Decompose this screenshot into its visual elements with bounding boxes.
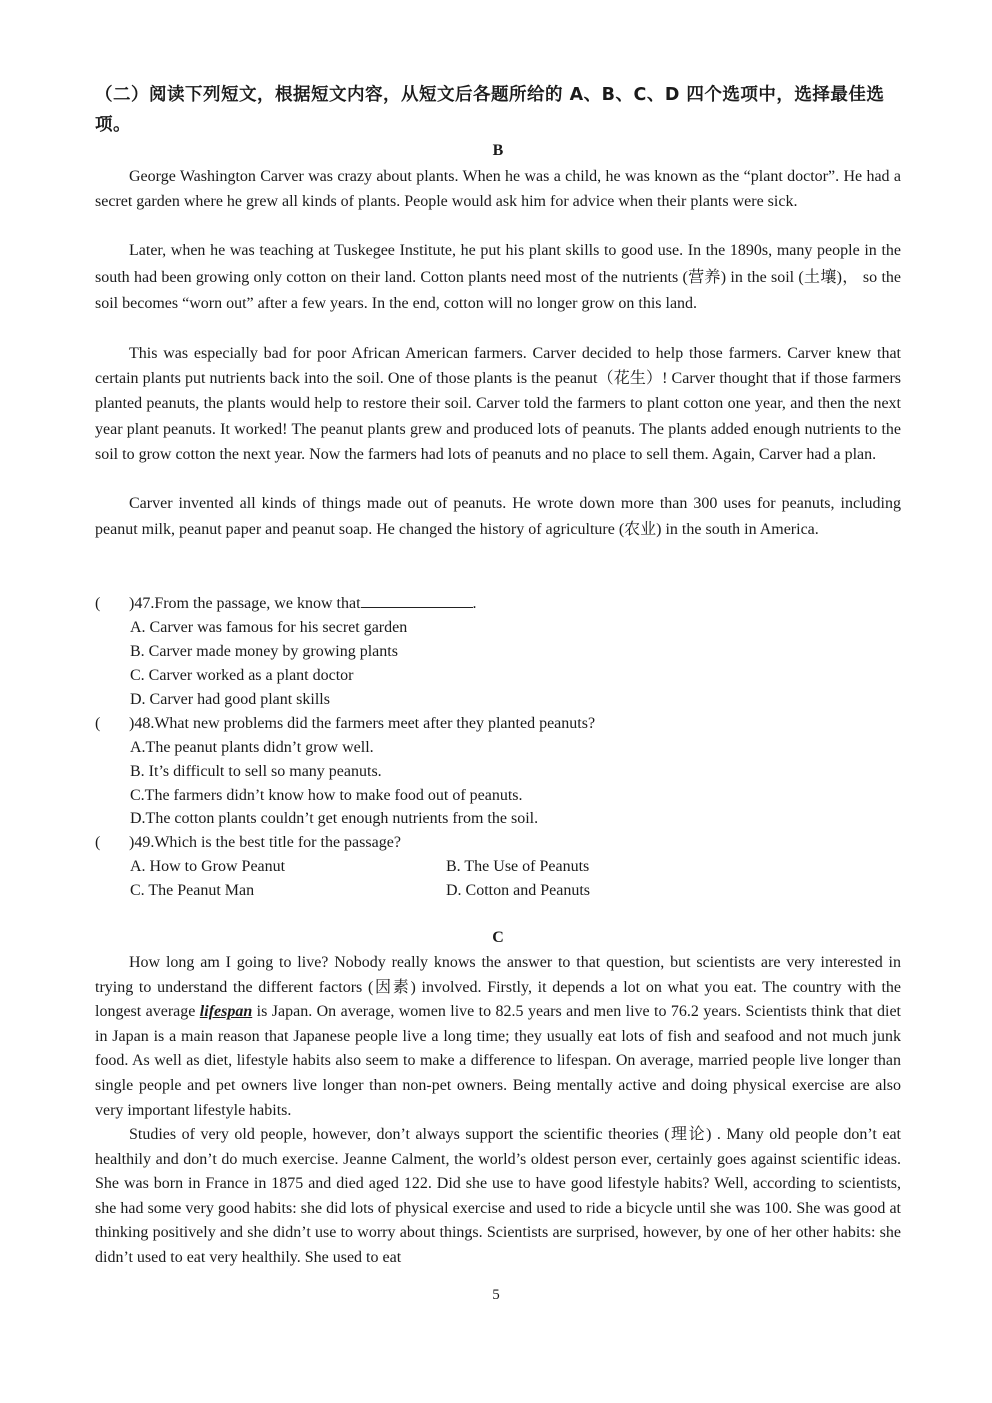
paragraph-text: is Japan. On average, women live to 82.5 years and men live to 76.2 years. Scientists think that diet in Japan is a main reason that Japanese people live a long time; they usually eat lots of fish and seafood and not much junk food. As well as diet, lifestyle habits also seem to make a difference to lifespan. On average, married people live longer than single people and pet owners live longer than non-pet owners. Being mentally active and doing physical exercise are also very important lifestyle habits.	[95, 1003, 901, 1119]
option-c: C.The farmers didn’t know how to make food out of peanuts.	[130, 787, 523, 804]
passage-c-paragraph-2: Studies of very old people, however, don’t always support the scientific theories (理论) . Many old people don’t eat healthily and don’t do much exercise. Jeanne Calment, the world’s oldest person ever, certainly goes against scientific ideas. She was born in France in 1875 and died aged 122. Did she use to have good lifestyle habits? Well, according to scientists, she had some very good habits: she did lots of physical exercise and used to ride a bicycle until she was 100. She was good at thinking positively and she didn’t use to worry about things. Scientists are surprised, however, by one of her other habits: she didn’t used to eat very healthily. She used to eat	[95, 1126, 901, 1266]
option-d: D.The cotton plants couldn’t get enough nutrients from the soil.	[130, 810, 539, 827]
option-b: B. Carver made money by growing plants	[130, 643, 398, 660]
answer-bracket[interactable]: (	[95, 595, 101, 612]
option-d: D. Cotton and Peanuts	[446, 882, 590, 899]
option-c: C. The Peanut Man	[130, 882, 255, 899]
section-instruction: （二）阅读下列短文，根据短文内容，从短文后各题所给的 A、B、C、D 四个选项中，选择最佳选项。	[95, 85, 885, 135]
passage-b-paragraph-4: Carver invented all kinds of things made out of peanuts. He wrote down more than 300 uses for peanuts, including peanut milk, peanut paper and peanut soap. He changed the history of agriculture (农业) in the south in America.	[95, 495, 901, 538]
question-48	[95, 712, 901, 736]
paragraph-text: How long am I going to live? Nobody really knows the answer to that question, but scientists are very interested in trying to understand the different factors (因素) involved. Firstly, it depends a lot on what you eat. The country with the longest average	[95, 954, 901, 1021]
question-stem: )48.What new problems did the farmers meet after they planted peanuts?	[129, 715, 596, 732]
question-stem: )47.From the passage, we know that	[129, 595, 361, 612]
passage-b-label: B	[492, 142, 504, 159]
underlined-word: lifespan	[199, 1003, 253, 1021]
option-a: A. Carver was famous for his secret garden	[130, 619, 408, 636]
question-49	[95, 831, 901, 855]
question-stem: )49.Which is the best title for the passage?	[129, 834, 401, 851]
answer-bracket[interactable]: (	[95, 715, 101, 732]
option-a: A. How to Grow Peanut	[130, 858, 286, 875]
passage-b-paragraph-1: George Washington Carver was crazy about plants. When he was a child, he was known as the “plant doctor”. He had a secret garden where he grew all kinds of plants. People would ask him for advice when their plants were sick.	[95, 168, 901, 210]
question-47	[95, 592, 901, 616]
passage-c-label: C	[492, 929, 504, 946]
stem-end: .	[472, 595, 477, 612]
passage-c-paragraph-1	[95, 951, 901, 1123]
option-d: D. Carver had good plant skills	[130, 691, 330, 708]
answer-blank[interactable]	[361, 593, 473, 608]
option-a: A.The peanut plants didn’t grow well.	[130, 739, 374, 756]
option-c: C. Carver worked as a plant doctor	[130, 667, 354, 684]
page-number: 5	[492, 1287, 500, 1303]
passage-b-paragraph-2: Later, when he was teaching at Tuskegee Institute, he put his plant skills to good use. In the 1890s, many people in the south had been growing only cotton on their land. Cotton plants need most of the nutrients (营养) in the soil (土壤)， so the soil becomes “worn out” after a few years. In the end, cotton will no longer grow on this land.	[95, 242, 901, 312]
answer-bracket[interactable]: (	[95, 834, 101, 851]
option-b: B. The Use of Peanuts	[446, 858, 590, 875]
passage-b-paragraph-3: This was especially bad for poor African American farmers. Carver decided to help those farmers. Carver knew that certain plants put nutrients back into the soil. One of those plants is the peanut（花生）! Carver thought that if those farmers planted peanuts, the plants would help to restore their soil. Carver told the farmers to plant cotton one year, and then the next year plant peanuts. It worked! The peanut plants grew and produced lots of peanuts. The plants added enough nutrients to the soil to grow cotton the next year. Now the farmers had lots of peanuts and no place to sell them. Again, Carver had a plan.	[95, 345, 901, 463]
option-b: B. It’s difficult to sell so many peanuts.	[130, 763, 382, 780]
